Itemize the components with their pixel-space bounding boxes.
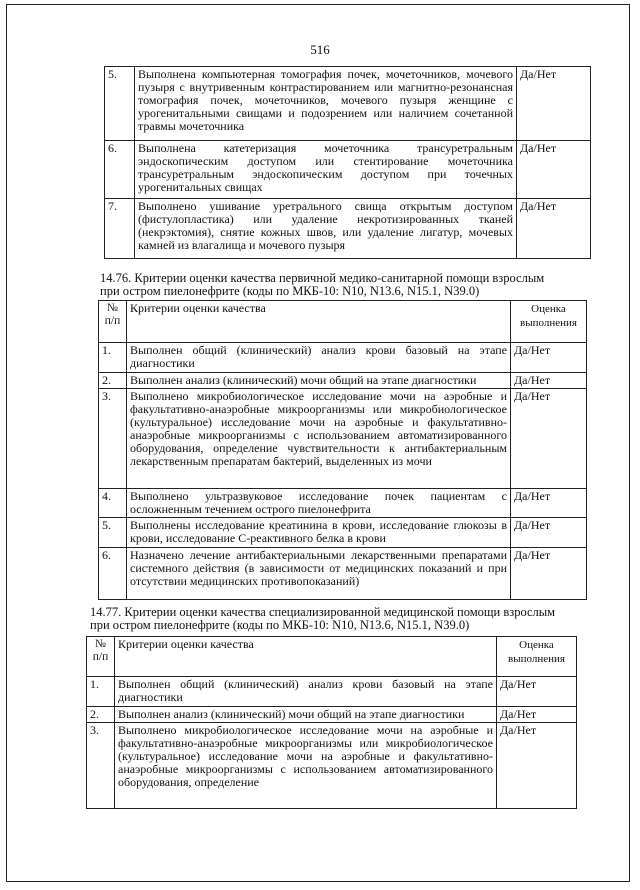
column-header-number: № п/п (87, 637, 115, 677)
heading-line: при остром пиелонефрите (коды по МКБ-10: N10, N13.6, N15.1, N39.0) (100, 284, 480, 298)
result-cell: Да/Нет (511, 489, 587, 518)
row-number: 2. (87, 707, 115, 723)
result-cell: Да/Нет (497, 677, 577, 707)
section-heading-14-76 (100, 272, 586, 298)
heading-line: 14.77. Критерии оценки качества специализированной медицинской помощи взрослым (90, 605, 556, 619)
row-number: 1. (99, 343, 127, 373)
row-number: 7. (105, 199, 135, 259)
table-row (99, 489, 587, 518)
row-number: 4. (99, 489, 127, 518)
table-row (105, 141, 591, 199)
row-number: 6. (99, 548, 127, 600)
table-row (99, 343, 587, 373)
row-number: 3. (87, 723, 115, 809)
criterion-text: Выполнено ультразвуковое исследование почек пациентам с осложненным течением острого пиелонефрита (127, 489, 511, 518)
criteria-table-14-76 (98, 300, 587, 600)
row-number: 5. (99, 518, 127, 548)
result-cell: Да/Нет (497, 707, 577, 723)
heading-line: 14.76. Критерии оценки качества первичной медико-санитарной помощи взрослым (100, 271, 545, 285)
criterion-text: Выполнен общий (клинический) анализ крови базовый на этапе диагностики (127, 343, 511, 373)
table-row (105, 199, 591, 259)
result-cell: Да/Нет (517, 199, 591, 259)
row-number: 3. (99, 389, 127, 489)
criterion-text: Выполнено ушивание уретрального свища открытым доступом (фистулопластика) или удаление некротизированных тканей (некрэктомия), снятие кожных швов, или удаление лигатур, мочевых камней из влагалища и мочевого пузыря (135, 199, 517, 259)
criterion-text: Выполнено микробиологическое исследование мочи на аэробные и факультативно-анаэробные микроорганизмы или микробиологическое (культуральное) исследование мочи на аэробные и факультативно-анаэробные микроорганизмы с использованием автоматизированного оборудования, определение (115, 723, 497, 809)
result-cell: Да/Нет (517, 67, 591, 141)
row-number: 6. (105, 141, 135, 199)
result-cell: Да/Нет (517, 141, 591, 199)
table-row (99, 373, 587, 389)
table-row (99, 548, 587, 600)
table-row (99, 389, 587, 489)
result-cell: Да/Нет (511, 343, 587, 373)
column-header-criteria: Критерии оценки качества (115, 637, 497, 677)
criterion-text: Выполнен общий (клинический) анализ крови базовый на этапе диагностики (115, 677, 497, 707)
result-cell: Да/Нет (497, 723, 577, 809)
row-number: 1. (87, 677, 115, 707)
table-row (105, 67, 591, 141)
heading-line: при остром пиелонефрите (коды по МКБ-10: N10, N13.6, N15.1, N39.0) (90, 618, 470, 632)
criterion-text: Выполнена компьютерная томография почек, мочеточников, мочевого пузыря с внутривенным контрастированием или магнитно-резонансная томография почек, мочеточников, мочевого пузыря женщине с урогенитальными свищами и подозрением или наличием сочетанной травмы мочеточника (135, 67, 517, 141)
column-header-number: № п/п (99, 301, 127, 343)
result-cell: Да/Нет (511, 373, 587, 389)
table-row (87, 707, 577, 723)
result-cell: Да/Нет (511, 518, 587, 548)
table-row (87, 723, 577, 809)
row-number: 5. (105, 67, 135, 141)
column-header-result: Оценка выполнения (511, 301, 587, 343)
criterion-text: Выполнен анализ (клинический) мочи общий на этапе диагностики (115, 707, 497, 723)
table-header-row (87, 637, 577, 677)
table-row (99, 518, 587, 548)
result-cell: Да/Нет (511, 548, 587, 600)
result-cell: Да/Нет (511, 389, 587, 489)
row-number: 2. (99, 373, 127, 389)
table-row (87, 677, 577, 707)
criterion-text: Выполнена катетеризация мочеточника трансуретральным эндоскопическим доступом или стентирование мочеточника трансуретральным эндоскопическим доступом при точечных урогенитальных свищах (135, 141, 517, 199)
column-header-criteria: Критерии оценки качества (127, 301, 511, 343)
criterion-text: Выполнен анализ (клинический) мочи общий на этапе диагностики (127, 373, 511, 389)
criteria-table-continuation (104, 66, 591, 259)
criteria-table-14-77 (86, 636, 577, 809)
table-header-row (99, 301, 587, 343)
criterion-text: Выполнены исследование креатинина в крови, исследование глюкозы в крови, исследование С-реактивного белка в крови (127, 518, 511, 548)
criterion-text: Выполнено микробиологическое исследование мочи на аэробные и факультативно-анаэробные микроорганизмы или микробиологическое (культуральное) исследование мочи на аэробные и факультативно-анаэробные микроорганизмы с использованием автоматизированного оборудования, определение чувствительности к антибактериальным лекарственным препаратам бактерий, выделенных из мочи (127, 389, 511, 489)
criterion-text: Назначено лечение антибактериальными лекарственными препаратами системного действия (в зависимости от медицинских показаний и при отсутствии медицинских противопоказаний) (127, 548, 511, 600)
section-heading-14-77 (90, 606, 576, 632)
page-number: 516 (310, 42, 330, 57)
column-header-result: Оценка выполнения (497, 637, 577, 677)
